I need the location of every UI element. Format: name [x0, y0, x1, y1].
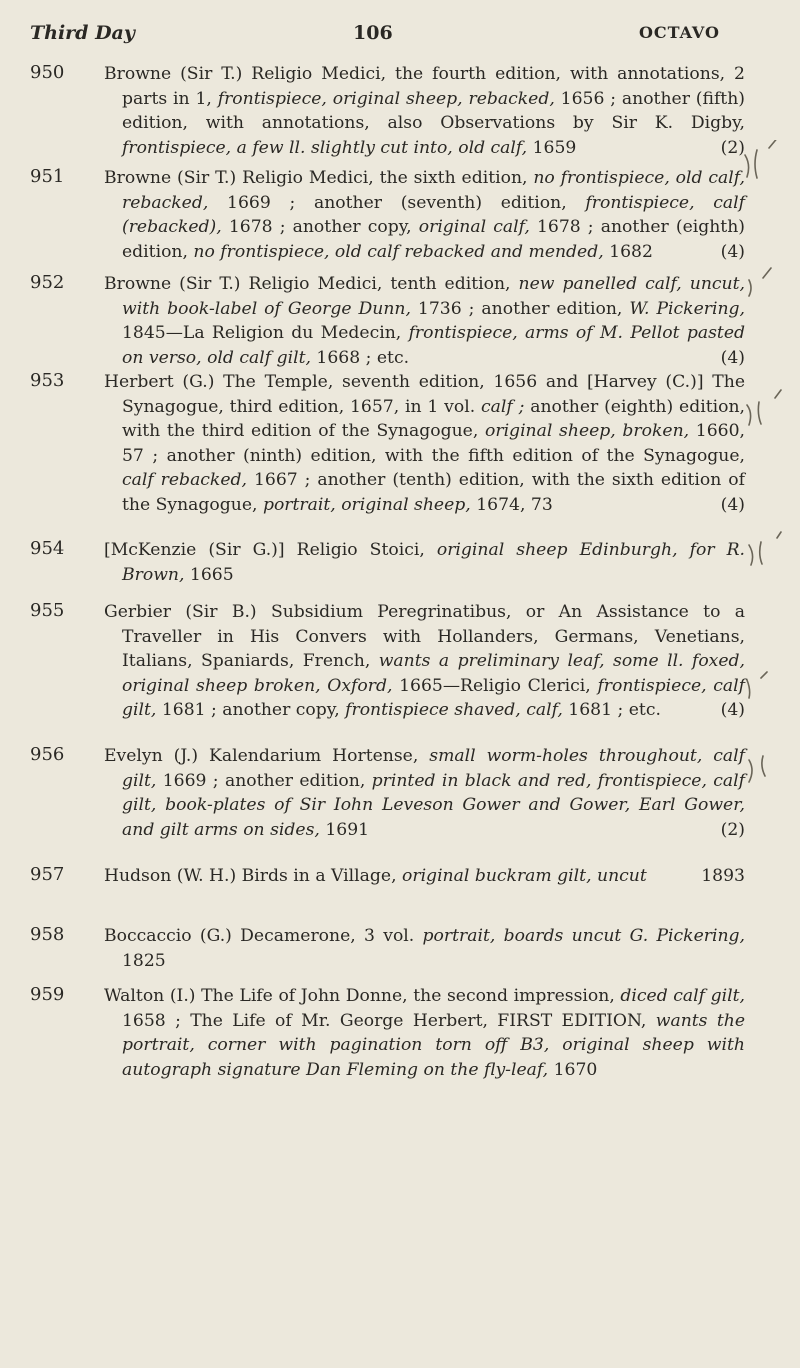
lot-description	[104, 272, 745, 370]
lot-entry	[30, 62, 745, 160]
description-text: 1669 ; another edition,	[156, 770, 372, 791]
description-text: 1682	[603, 241, 653, 262]
margin-pencil-marks	[720, 140, 795, 840]
lot-entry	[30, 744, 745, 842]
lot-description	[104, 984, 745, 1082]
page-header	[30, 22, 720, 52]
description-text: 1681 ; another copy,	[156, 700, 346, 720]
description-text: 1669 ; another (seventh) edition,	[208, 192, 586, 213]
lot-number: 952	[30, 272, 65, 293]
italic-note: frontispiece, original sheep, rebacked,	[217, 88, 555, 109]
lot-number: 959	[30, 984, 65, 1005]
description-text: 1668 ; etc.	[310, 347, 410, 368]
lot-number: 951	[30, 166, 65, 187]
description-text: Hudson (W. H.) Birds in a Village,	[104, 866, 402, 886]
italic-note: printed in black and red, frontispiece, calf gilt, book-plates of Sir Iohn Leveson Gower and Gower, Earl Gower, and gilt arms on sides,	[122, 770, 745, 840]
lot-entry	[30, 370, 745, 517]
description-text: 1659	[527, 137, 577, 158]
lot-number: 954	[30, 538, 65, 559]
lot-description	[104, 370, 745, 517]
italic-note: frontispiece, a few ll. slightly cut into, old calf,	[122, 137, 528, 158]
page-number: 106	[353, 22, 393, 44]
lot-entry	[30, 924, 745, 973]
lot-entry	[30, 864, 745, 889]
italic-note: calf ;	[481, 396, 525, 417]
description-text: Herbert (G.) The Temple, seventh edition, 1656 and [Harvey (C.)] The Synagogue, third edition, 1657, in 1 vol.	[104, 372, 745, 417]
lot-entry	[30, 600, 745, 723]
description-text: 1658 ; The Life of Mr. George Herbert, FIRST EDITION,	[122, 1010, 656, 1031]
italic-note: portrait, boards uncut G. Pickering,	[422, 926, 745, 946]
italic-note: W. Pickering,	[629, 298, 746, 319]
lot-quantity: (4)	[720, 494, 745, 515]
description-text: 1691	[319, 819, 370, 840]
italic-note: frontispiece, calf gilt,	[122, 675, 745, 720]
italic-note: wants the portrait, corner with pagination torn off B3, original sheep with autograph signature Dan Fleming on the fly-leaf,	[122, 1010, 745, 1080]
description-text: 1678 ; another (eighth) edition,	[122, 217, 745, 262]
description-text: Boccaccio (G.) Decamerone, 3 vol.	[104, 926, 423, 946]
lot-quantity: (4)	[720, 700, 745, 720]
lot-number: 950	[30, 62, 65, 83]
italic-note: frontispiece, calf (rebacked),	[122, 192, 745, 237]
lot-description	[104, 538, 745, 587]
lot-description	[104, 864, 745, 889]
lot-number: 957	[30, 864, 65, 885]
lot-number: 958	[30, 924, 65, 945]
description-text: Gerbier (Sir B.) Subsidium Peregrinatibus, or An Assistance to a Traveller in His Convers with Hollanders, Germans, Venetians, Italians, Spaniards, French,	[104, 602, 745, 671]
italic-note: no frontispiece, old calf, rebacked,	[122, 168, 745, 213]
italic-note: wants a preliminary leaf, some ll. foxed, original sheep broken, Oxford,	[122, 651, 745, 696]
lot-entry	[30, 984, 745, 1082]
running-head-day: Third Day	[30, 22, 135, 44]
description-text: another (eighth) edition, with the third edition of the Synagogue,	[122, 396, 745, 441]
italic-note: original buckram gilt, uncut	[402, 866, 647, 886]
description-text: 1736 ; another edition,	[410, 298, 630, 319]
description-text	[568, 540, 580, 560]
lot-entry	[30, 538, 745, 587]
lot-quantity: (2)	[720, 819, 745, 840]
lot-number: 953	[30, 370, 65, 391]
description-text: Evelyn (J.) Kalendarium Hortense,	[104, 746, 430, 766]
pencil-annotation-icon	[720, 140, 795, 840]
italic-note: new panelled calf, uncut, with book-label of George Dunn,	[122, 274, 745, 319]
description-text: Browne (Sir T.) Religio Medici, the fourth edition, with annotations, 2 parts in 1,	[104, 64, 745, 109]
italic-note: frontispiece shaved, calf,	[345, 700, 563, 720]
description-text: 1678 ; another copy,	[221, 217, 419, 237]
italic-note: original sheep, broken,	[485, 421, 690, 441]
description-text: 1665	[184, 564, 234, 585]
italic-note: original calf,	[418, 217, 530, 237]
description-text: Browne (Sir T.) Religio Medici, the sixth edition,	[104, 168, 534, 188]
description-text: [McKenzie (Sir G.)] Religio Stoici,	[104, 540, 437, 560]
description-text: 1670	[548, 1059, 598, 1080]
lot-quantity: (2)	[720, 137, 745, 158]
lot-description	[104, 744, 745, 842]
italic-note: no frontispiece, old calf rebacked and mended,	[193, 241, 604, 262]
italic-note: original sheep	[436, 540, 568, 560]
lot-number: 955	[30, 600, 65, 621]
lot-quantity: (4)	[720, 241, 745, 262]
description-text: 1665—Religio Clerici,	[392, 675, 598, 696]
lot-description	[104, 62, 745, 160]
description-text: 1667 ; another (tenth) edition, with the sixth edition of the Synagogue,	[122, 470, 745, 515]
description-text: 1681 ; etc.	[562, 700, 661, 720]
lot-description	[104, 166, 745, 264]
lot-quantity: 1893	[701, 866, 745, 886]
description-text: 1674, 73	[470, 494, 553, 515]
description-text: 1825	[122, 950, 166, 971]
description-text: 1845—La Religion du Medecin,	[122, 323, 409, 343]
italic-note: small worm-holes throughout, calf gilt,	[122, 746, 745, 791]
description-text: Walton (I.) The Life of John Donne, the second impression,	[104, 986, 621, 1006]
description-text: Browne (Sir T.) Religio Medici, tenth edition,	[104, 274, 519, 294]
lot-entry	[30, 272, 745, 370]
description-text: 1660, 57 ; another (ninth) edition, with the fifth edition of the Synagogue,	[122, 421, 746, 466]
italic-note: calf rebacked,	[122, 470, 247, 490]
lot-description	[104, 924, 745, 973]
lot-entry	[30, 166, 745, 264]
italic-note: diced calf gilt,	[620, 986, 745, 1006]
lot-number: 956	[30, 744, 65, 765]
description-text: 1656 ; another (fifth) edition, with annotations, also Observations by Sir K. Digby,	[122, 88, 745, 133]
running-head-format: OCTAVO	[638, 23, 720, 42]
lot-description	[104, 600, 745, 723]
italic-note: Edinburgh, for R. Brown,	[122, 540, 746, 585]
italic-note: frontispiece, arms of M. Pellot pasted on verso, old calf gilt,	[122, 323, 746, 368]
lot-quantity: (4)	[720, 347, 745, 368]
italic-note: portrait, original sheep,	[262, 494, 471, 515]
